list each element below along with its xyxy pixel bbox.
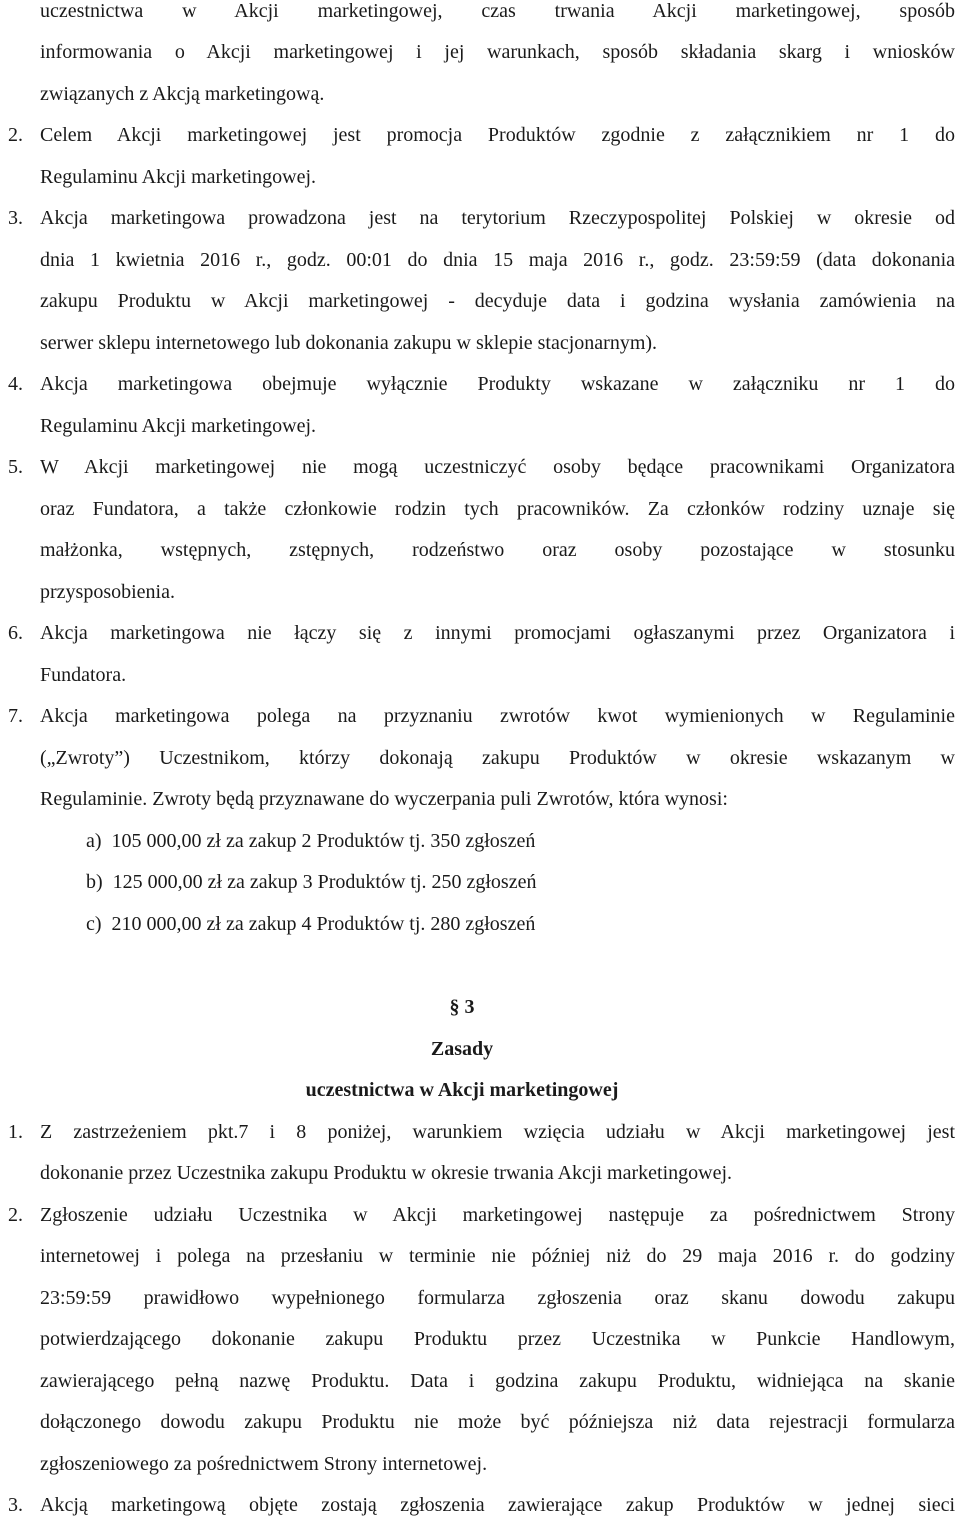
item-line: dokonanie przez Uczestnika zakupu Produktu w okresie trwania Akcji marketingowej. xyxy=(40,1162,733,1184)
item-line: zawierającego pełną nazwę Produktu. Data i godzina zakupu Produktu, widniejąca na skanie xyxy=(40,1370,955,1392)
item-line: Regulaminu Akcji marketingowej. xyxy=(40,166,317,188)
item-number: 7. xyxy=(8,705,23,727)
intro-line: związanych z Akcją marketingową. xyxy=(40,83,325,105)
item-line: Regulaminie. Zwroty będą przyznawane do wyczerpania puli Zwrotów, która wynosi: xyxy=(40,788,728,810)
section-subtitle: uczestnictwa w Akcji marketingowej xyxy=(305,1079,619,1101)
item-line: oraz Fundatora, a także członkowie rodzin tych pracowników. Za członków rodziny uznaje się xyxy=(40,498,955,520)
section-title: Zasady xyxy=(430,1038,494,1060)
intro-line: informowania o Akcji marketingowej i jej warunkach, sposób składania skarg i wniosków xyxy=(40,41,955,63)
item-line: zakupu Produktu w Akcji marketingowej - decyduje data i godzina wysłania zamówienia na xyxy=(40,290,955,312)
item-number: 3. xyxy=(8,1494,23,1516)
item-line: Akcją marketingową objęte zostają zgłoszenia zawierające zakup Produktów w jednej sieci xyxy=(40,1494,955,1516)
pool-subitem: b) 125 000,00 zł za zakup 3 Produktów tj. 250 zgłoszeń xyxy=(86,871,537,893)
item-line: („Zwroty”) Uczestnikom, którzy dokonają zakupu Produktów w okresie wskazanym w xyxy=(40,747,955,769)
item-number: 2. xyxy=(8,1204,23,1226)
item-line: Akcja marketingowa polega na przyznaniu zwrotów kwot wymienionych w Regulaminie xyxy=(40,705,955,727)
item-number: 1. xyxy=(8,1121,23,1143)
item-line: Akcja marketingowa nie łączy się z innymi promocjami ogłaszanymi przez Organizatora i xyxy=(40,622,955,644)
section-symbol: § 3 xyxy=(449,996,475,1018)
item-line: W Akcji marketingowej nie mogą uczestniczyć osoby będące pracownikami Organizatora xyxy=(40,456,955,478)
item-line: dołączonego dowodu zakupu Produktu nie może być późniejsza niż data rejestracji formularza xyxy=(40,1411,955,1433)
item-line: Akcja marketingowa prowadzona jest na terytorium Rzeczypospolitej Polskiej w okresie od xyxy=(40,207,955,229)
item-number: 4. xyxy=(8,373,23,395)
item-line: Akcja marketingowa obejmuje wyłącznie Produkty wskazane w załączniku nr 1 do xyxy=(40,373,955,395)
item-line: Regulaminu Akcji marketingowej. xyxy=(40,415,317,437)
item-line: serwer sklepu internetowego lub dokonania zakupu w sklepie stacjonarnym). xyxy=(40,332,658,354)
intro-line: uczestnictwa w Akcji marketingowej, czas trwania Akcji marketingowej, sposób xyxy=(40,0,955,22)
item-line: Celem Akcji marketingowej jest promocja Produktów zgodnie z załącznikiem nr 1 do xyxy=(40,124,955,146)
item-line: potwierdzającego dokonanie zakupu Produktu przez Uczestnika w Punkcie Handlowym, xyxy=(40,1328,955,1350)
pool-subitem: a) 105 000,00 zł za zakup 2 Produktów tj. 350 zgłoszeń xyxy=(86,830,536,852)
pool-subitem: c) 210 000,00 zł za zakup 4 Produktów tj. 280 zgłoszeń xyxy=(86,913,536,935)
item-line: zgłoszeniowego za pośrednictwem Strony internetowej. xyxy=(40,1453,488,1475)
item-line: Fundatora. xyxy=(40,664,127,686)
item-line: internetowej i polega na przesłaniu w terminie nie później niż do 29 maja 2016 r. do godziny xyxy=(40,1245,955,1267)
item-number: 5. xyxy=(8,456,23,478)
item-line: dnia 1 kwietnia 2016 r., godz. 00:01 do dnia 15 maja 2016 r., godz. 23:59:59 (data dokonania xyxy=(40,249,955,271)
item-number: 2. xyxy=(8,124,23,146)
item-line: 23:59:59 prawidłowo wypełnionego formularza zgłoszenia oraz skanu dowodu zakupu xyxy=(40,1287,955,1309)
item-line: Z zastrzeżeniem pkt.7 i 8 poniżej, warunkiem wzięcia udziału w Akcji marketingowej jest xyxy=(40,1121,955,1143)
item-line: Zgłoszenie udziału Uczestnika w Akcji marketingowej następuje za pośrednictwem Strony xyxy=(40,1204,955,1226)
item-number: 3. xyxy=(8,207,23,229)
item-line: przysposobienia. xyxy=(40,581,175,603)
item-line: małżonka, wstępnych, zstępnych, rodzeństwo oraz osoby pozostające w stosunku xyxy=(40,539,955,561)
item-number: 6. xyxy=(8,622,23,644)
